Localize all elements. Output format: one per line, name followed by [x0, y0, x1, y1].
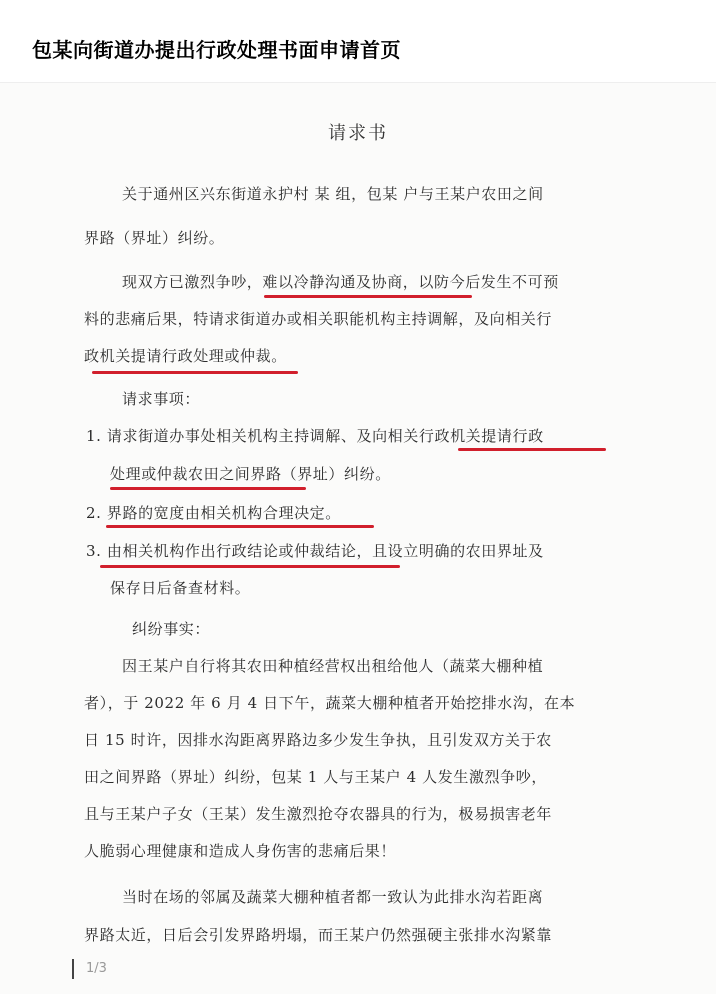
- section-heading: 纠纷事实：: [132, 620, 211, 638]
- body-line: 现双方已激烈争吵，难以冷静沟通及协商，以防今后发生不可预: [122, 273, 559, 291]
- red-underline: [100, 565, 400, 568]
- body-line: 人脆弱心理健康和造成人身伤害的悲痛后果！: [84, 842, 397, 860]
- body-line: 且与王某户子女（王某）发生激烈抢夺农器具的行为，极易损害老年: [84, 805, 553, 823]
- body-line: 日 15 时许，因排水沟距离界路边多少发生争执，且引发双方关于农: [84, 731, 552, 749]
- request-item: 2. 界路的宽度由相关机构合理决定。: [86, 504, 341, 522]
- page-indicator: 1/3: [86, 961, 107, 976]
- body-line: 田之间界路（界址）纠纷，包某 1 人与王某户 4 人发生激烈争吵，: [84, 768, 547, 786]
- request-item-cont: 处理或仲裁农田之间界路（界址）纠纷。: [110, 465, 391, 483]
- body-line: 料的悲痛后果，特请求街道办或相关职能机构主持调解，及向相关行: [84, 310, 553, 328]
- red-underline: [110, 487, 306, 490]
- document-title: 请求书: [328, 123, 388, 144]
- body-line: 关于通州区兴东街道永护村 某 组，包某 户与王某户农田之间: [122, 185, 544, 203]
- image-caption: 包某向街道办提出行政处理书面申请首页: [32, 38, 401, 62]
- red-underline: [106, 525, 374, 528]
- body-line: 因王某户自行将其农田种植经营权出租给他人（蔬菜大棚种植: [122, 657, 544, 675]
- body-line: 政机关提请行政处理或仲裁。: [84, 347, 287, 365]
- body-line: 者），于 2022 年 6 月 4 日下午，蔬菜大棚种植者开始挖排水沟，在本: [84, 694, 576, 712]
- document-page: [0, 82, 716, 994]
- red-underline: [264, 295, 472, 298]
- request-item-cont: 保存日后备查材料。: [110, 579, 251, 597]
- section-heading: 请求事项：: [122, 390, 201, 408]
- body-line: 界路太近，日后会引发界路坍塌，而王某户仍然强硬主张排水沟紧靠: [84, 926, 553, 944]
- page-indicator-bar: [72, 959, 74, 979]
- body-line: 界路（界址）纠纷。: [84, 229, 225, 247]
- body-line: 当时在场的邻属及蔬菜大棚种植者都一致认为此排水沟若距离: [122, 888, 544, 906]
- red-underline: [458, 448, 606, 451]
- red-underline: [92, 371, 298, 374]
- request-item: 1. 请求街道办事处相关机构主持调解、及向相关行政机关提请行政: [86, 427, 544, 445]
- request-item: 3. 由相关机构作出行政结论或仲裁结论，且设立明确的农田界址及: [86, 542, 544, 560]
